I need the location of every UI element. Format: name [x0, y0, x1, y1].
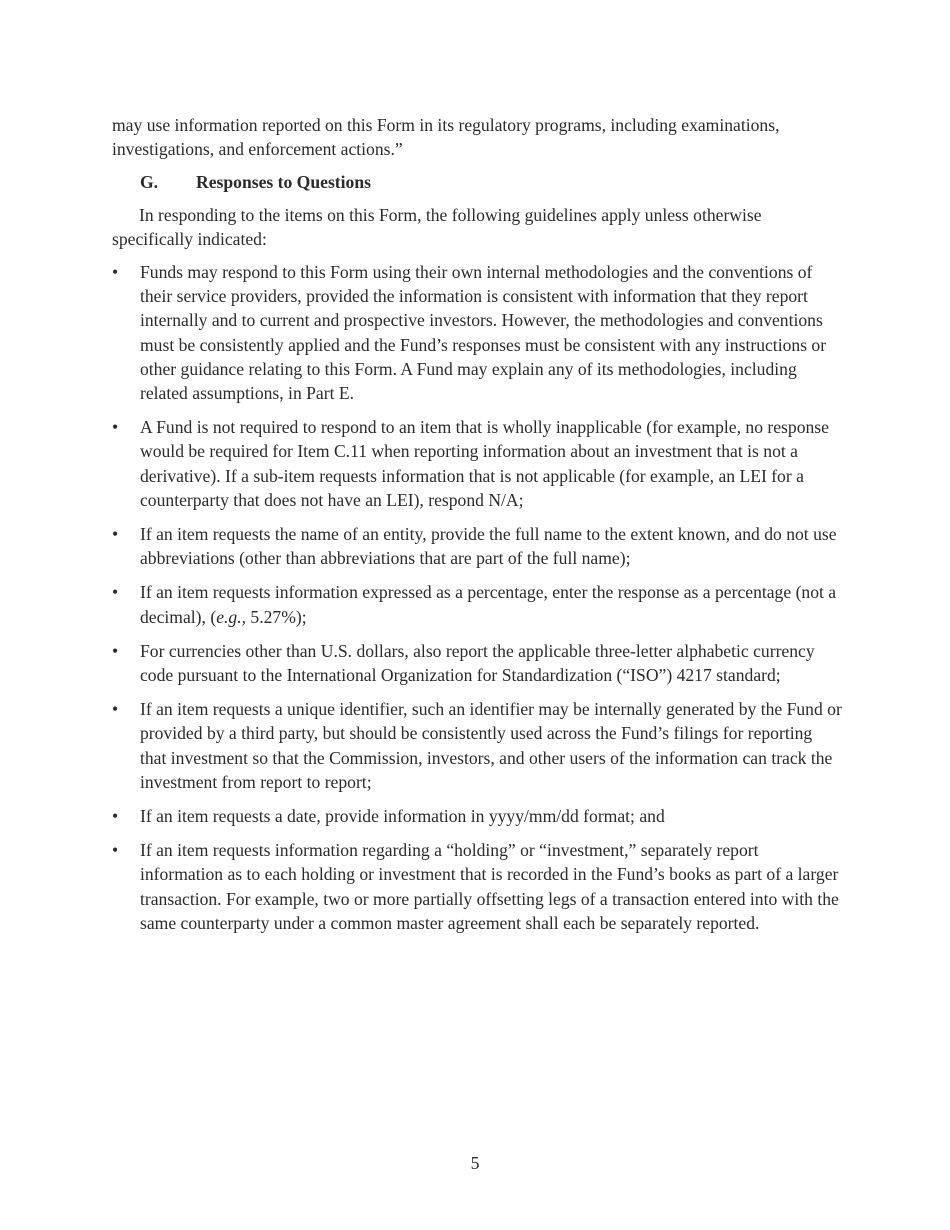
bullet-icon: •	[112, 524, 119, 545]
list-item	[112, 260, 842, 405]
list-item	[112, 580, 842, 628]
list-item	[112, 639, 842, 687]
list-item	[112, 804, 842, 828]
list-item	[112, 415, 842, 512]
lead-paragraph: In responding to the items on this Form, the following guidelines apply unless otherwise specifically indicated:	[112, 204, 762, 249]
list-item-text	[140, 582, 836, 626]
list-item	[112, 838, 842, 935]
list-item	[112, 697, 842, 794]
bullet-icon: •	[112, 417, 119, 438]
list-item-text: If an item requests a unique identifier, such an identifier may be internally generated by the Fund or provided by a third party, but should be consistently used across the Fund’s filings for reporting that investment so that the Commission, investors, and other users of the information can track the investment from report to report;	[140, 699, 842, 792]
list-item-text: For currencies other than U.S. dollars, also report the applicable three-letter alphabetic currency code pursuant to the International Organization for Standardization (“ISO”) 4217 standard;	[140, 640, 815, 686]
bullet-icon: •	[112, 699, 119, 720]
list-item-text: A Fund is not required to respond to an item that is wholly inapplicable (for example, no response would be required for Item C.11 when reporting information about an investment that is not a derivative). If a sub-item requests information that is not applicable (for example, an LEI for a counterparty that does not have an LEI), respond N/A;	[140, 417, 829, 510]
section-number: G.	[140, 172, 159, 193]
document-page	[112, 113, 842, 945]
section-heading	[140, 170, 842, 194]
intro-paragraph: may use information reported on this Form in its regulatory programs, including examinations, investigations, and enforcement actions.”	[112, 115, 780, 160]
list-item-text: If an item requests information regarding a “holding” or “investment,” separately report information as to each holding or investment that is recorded in the Fund’s books as part of a larger transaction. For example, two or more partially offsetting legs of a transaction entered into with the same counterparty under a common master agreement shall each be separately reported.	[140, 840, 839, 933]
bullet-icon: •	[112, 262, 119, 283]
guidelines-list	[112, 260, 842, 935]
bullet-icon: •	[112, 840, 119, 861]
list-item-text: Funds may respond to this Form using their own internal methodologies and the conventions of their service providers, provided the information is consistent with information that they report internally and to current and prospective investors. However, the methodologies and conventions must be consistently applied and the Fund’s responses must be consistent with any instructions or other guidance relating to this Form. A Fund may explain any of its methodologies, including related assumptions, in Part E.	[140, 262, 827, 404]
bullet-icon: •	[112, 806, 119, 827]
list-item	[112, 522, 842, 570]
list-item-text: If an item requests the name of an entity, provide the full name to the extent known, and do not use abbreviations (other than abbreviations that are part of the full name);	[140, 524, 837, 569]
page-number: 5	[470, 1153, 480, 1173]
list-item-text-part: 5.27%);	[246, 606, 307, 627]
list-item-italic-text: e.g.,	[216, 606, 247, 627]
list-item-text-part: If an item requests information expressed as a percentage, enter the response as a percentage (not a decimal), (	[140, 582, 837, 627]
list-item-text: If an item requests a date, provide information in yyyy/mm/dd format; and	[140, 806, 665, 827]
bullet-icon: •	[112, 582, 119, 603]
bullet-icon: •	[112, 640, 119, 661]
section-title: Responses to Questions	[196, 172, 371, 193]
